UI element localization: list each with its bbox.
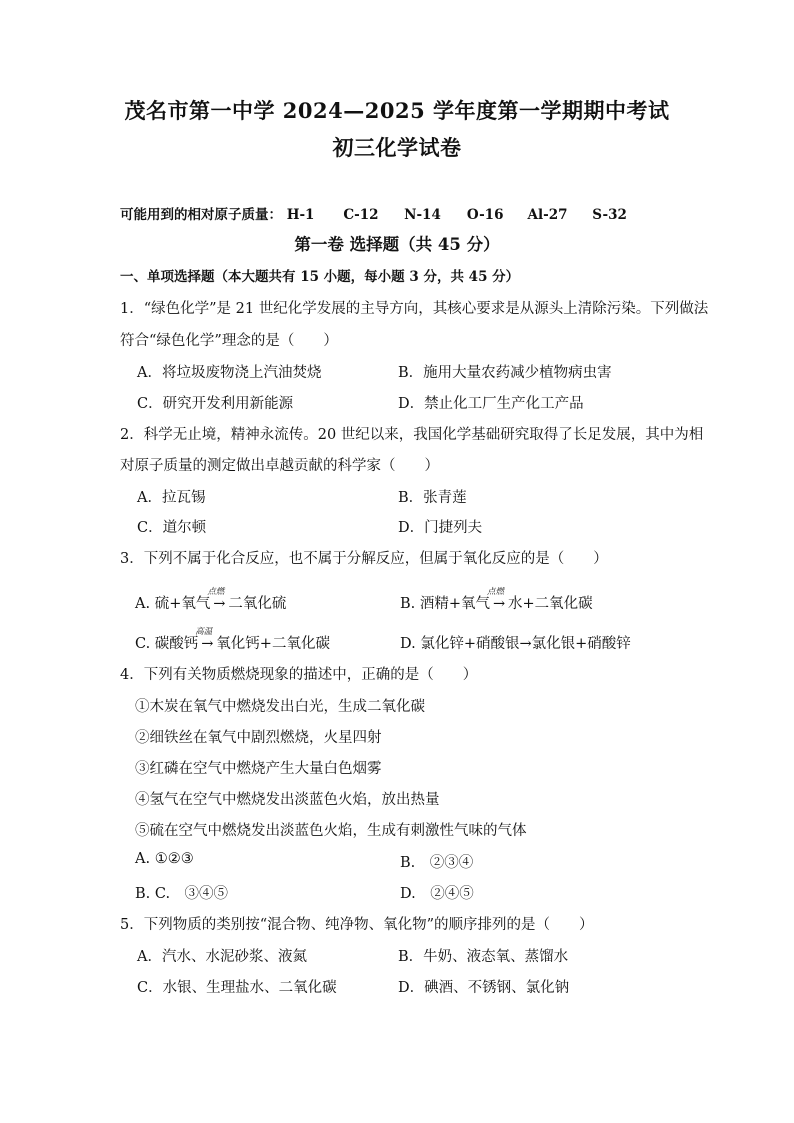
q3-b-arrow <box>487 587 508 612</box>
q3-c-arrow-symbol: → <box>201 636 214 652</box>
q3-b-reactants: B. 酒精+氧气 <box>400 596 491 612</box>
mass-n: N-14 <box>404 207 441 223</box>
q1-option-c: C．研究开发利用新能源 <box>137 396 294 412</box>
q3-a-arrow <box>207 587 228 612</box>
q5-option-d: D．碘酒、不锈钢、氯化钠 <box>398 980 570 996</box>
q4-statement-1: ①木炭在氧气中燃烧发出白光，生成二氧化碳 <box>135 699 425 715</box>
atomic-masses-label: 可能用到的相对原子质量： <box>120 207 282 223</box>
q3-c-reactants: C. 碳酸钙 <box>135 636 199 652</box>
mass-al: Al-27 <box>527 207 568 223</box>
q3-option-b <box>400 587 593 613</box>
q1-stem-line1: 1．“绿色化学”是 21 世纪化学发展的主导方向，其核心要求是从源头上清除污染。下列做法 <box>120 301 709 317</box>
q4-statement-5: ⑤硫在空气中燃烧发出淡蓝色火焰，生成有刺激性气味的气体 <box>135 823 527 839</box>
q1-option-a: A．将垃圾废物浇上汽油焚烧 <box>137 365 322 381</box>
q3-option-d: D. 氯化锌+硝酸银→氯化银+硝酸锌 <box>400 636 631 652</box>
q3-b-condition: 点燃 <box>487 587 505 597</box>
exam-title: 茂名市第一中学 2024—2025 学年度第一学期期中考试 <box>124 98 670 123</box>
mass-s: S-32 <box>592 207 627 223</box>
q5-option-b: B．牛奶、液态氧、蒸馏水 <box>398 949 569 965</box>
q3-a-products: 二氧化硫 <box>228 596 287 612</box>
q4-option-a: A. ①②③ <box>135 851 194 867</box>
q2-option-d: D．门捷列夫 <box>398 520 483 536</box>
exam-subtitle: 初三化学试卷 <box>332 135 462 160</box>
q1-stem-line2: 符合“绿色化学”理念的是（ ） <box>120 333 338 349</box>
q3-a-condition: 点燃 <box>207 587 225 597</box>
q2-stem-line2: 对原子质量的测定做出卓越贡献的科学家（ ） <box>120 458 439 474</box>
q4-stem: 4．下列有关物质燃烧现象的描述中，正确的是（ ） <box>120 667 478 683</box>
q3-b-products: 水+二氧化碳 <box>508 596 593 612</box>
q3-b-arrow-symbol: → <box>492 596 506 612</box>
q3-stem: 3．下列不属于化合反应，也不属于分解反应，但属于氧化反应的是（ ） <box>120 551 608 567</box>
q4-statement-4: ④氢气在空气中燃烧发出淡蓝色火焰，放出热量 <box>135 792 440 808</box>
q3-option-a <box>135 587 287 613</box>
q3-a-arrow-symbol: → <box>213 596 226 612</box>
section-title: 一、单项选择题（本大题共有 15 小题，每小题 3 分，共 45 分） <box>120 269 520 285</box>
mass-h: H-1 <box>286 207 315 223</box>
q2-option-a: A．拉瓦锡 <box>137 490 206 506</box>
q2-option-b: B．张青莲 <box>398 490 467 506</box>
q2-stem-line1: 2．科学无止境，精神永流传。20 世纪以来，我国化学基础研究取得了长足发展，其中为相 <box>120 427 704 443</box>
q5-stem: 5．下列物质的类别按“混合物、纯净物、氧化物”的顺序排列的是（ ） <box>120 917 594 933</box>
mass-c: C-12 <box>343 207 379 223</box>
q4-option-b: B. ②③④ <box>400 855 474 871</box>
q4-statement-2: ②细铁丝在氧气中剧烈燃烧，火星四射 <box>135 730 382 746</box>
q2-option-c: C．道尔顿 <box>137 520 207 536</box>
part-title: 第一卷 选择题（共 45 分） <box>294 235 500 254</box>
q4-option-c: B. C. ③④⑤ <box>135 886 229 902</box>
q4-option-d: D. ②④⑤ <box>400 886 474 902</box>
atomic-masses <box>120 203 627 223</box>
q5-option-a: A．汽水、水泥砂浆、液氮 <box>137 949 307 965</box>
q3-c-condition: 高温 <box>195 627 213 637</box>
q4-statement-3: ③红磷在空气中燃烧产生大量白色烟雾 <box>135 761 382 777</box>
q3-c-arrow <box>195 627 216 652</box>
q5-option-c: C．水银、生理盐水、二氧化碳 <box>137 980 337 996</box>
q3-c-products: 氧化钙+二氧化碳 <box>216 636 330 652</box>
q1-option-b: B．施用大量农药减少植物病虫害 <box>398 365 612 381</box>
q3-a-reactants: A. 硫+氧气 <box>135 596 211 612</box>
q3-option-c <box>135 627 330 653</box>
q1-option-d: D．禁止化工厂生产化工产品 <box>398 396 584 412</box>
mass-o: O-16 <box>466 207 504 223</box>
